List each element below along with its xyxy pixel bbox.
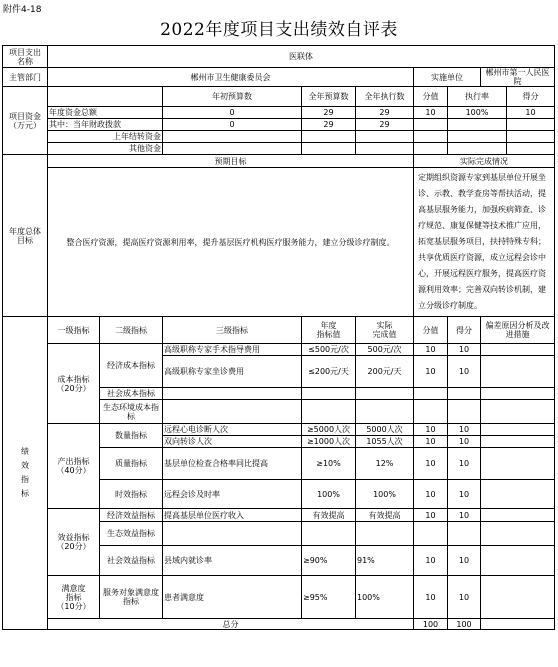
indicator-actual: 5000人次	[356, 424, 414, 436]
funds-row-score	[507, 119, 555, 131]
funds-row-init	[163, 131, 302, 143]
perf-header-actual: 实际 完成值	[356, 317, 414, 344]
indicator-target: ≤500元/次	[302, 344, 356, 356]
page-title: 2022年度项目支出绩效自评表	[160, 20, 398, 40]
funds-row-init: 0	[163, 119, 302, 131]
funds-row-score	[507, 131, 555, 143]
indicator-score: 10	[448, 509, 481, 522]
indicator-name: 远程心电诊断人次	[163, 424, 302, 436]
indicator-name: 患者满意度	[163, 576, 302, 619]
satisfaction-sub-label: 服务对象满意度指标	[100, 576, 163, 619]
indicator-actual: 100%	[356, 480, 414, 509]
funds-row-score	[507, 143, 555, 155]
dept-name: 郴州市卫生健康委员会	[48, 68, 414, 87]
indicator-name: 双向转诊人次	[163, 436, 302, 448]
indicator-name: 远程会诊及时率	[163, 480, 302, 509]
funds-row-name: 其他资金	[48, 143, 163, 155]
indicator-score: 10	[448, 356, 481, 388]
indicator-score-val: 10	[414, 480, 448, 509]
indicator-actual: 500元/次	[356, 344, 414, 356]
funds-row-score-val: 10	[414, 107, 448, 119]
funds-row-name: 上年结转资金	[48, 131, 163, 143]
econ-cost-label: 经济成本指标	[100, 344, 163, 388]
indicator-score: 10	[448, 576, 481, 619]
perf-header-reason: 偏差原因分析及改进措施	[481, 317, 555, 344]
funds-header-rate: 执行率	[448, 87, 507, 107]
eco-benefit-label: 生态效益指标	[100, 522, 163, 546]
perf-label: 绩 效 指 标	[3, 317, 48, 630]
funds-row-score: 10	[507, 107, 555, 119]
indicator-actual: 91%	[356, 546, 414, 576]
perf-header-target: 年度 指标值	[302, 317, 356, 344]
funds-row-score-val	[414, 119, 448, 131]
funds-row-name: 其中：当年财政拨款	[48, 119, 163, 131]
indicator-actual: 12%	[356, 448, 414, 480]
funds-header-annual: 全年预算数	[302, 87, 356, 107]
indicator-target: ≥5000人次	[302, 424, 356, 436]
indicator-score-val: 10	[414, 546, 448, 576]
dept-label: 主管部门	[3, 68, 48, 87]
quality-label: 质量指标	[100, 448, 163, 480]
econ-benefit-label: 经济效益指标	[100, 509, 163, 522]
total-label: 总分	[48, 619, 414, 630]
attachment-label: 附件4-18	[3, 5, 42, 15]
unit-name: 郴州市第一人民医院	[481, 68, 555, 87]
goals-expected-header: 预期目标	[48, 155, 414, 168]
timeliness-label: 时效指标	[100, 480, 163, 509]
indicator-score-val: 10	[414, 424, 448, 436]
indicator-score-val: 10	[414, 356, 448, 388]
goals-actual-header: 实际完成情况	[414, 155, 555, 168]
funds-row-annual	[302, 131, 356, 143]
funds-row-name: 年度资金总额	[48, 107, 163, 119]
indicator-score-val: 10	[414, 576, 448, 619]
indicator-actual: 200元/天	[356, 356, 414, 388]
project-name: 医联体	[48, 46, 555, 68]
perf-header-l1: 一级指标	[48, 317, 100, 344]
indicator-actual: 有效提高	[356, 509, 414, 522]
unit-label: 实施单位	[414, 68, 481, 87]
indicator-target: 100%	[302, 480, 356, 509]
funds-row-rate	[448, 131, 507, 143]
funds-row	[3, 119, 555, 131]
eco-cost-label: 生态环境成本指标	[100, 400, 163, 424]
indicator-name: 县域内就诊率	[163, 546, 302, 576]
indicator-target: ≥10%	[302, 448, 356, 480]
indicator-target: ≤200元/天	[302, 356, 356, 388]
benefit-label: 效益指标 （20分）	[48, 509, 100, 576]
funds-row-annual	[302, 143, 356, 155]
funds-row-score-val	[414, 131, 448, 143]
indicator-name: 高级职称专家手术指导费用	[163, 344, 302, 356]
indicator-target: ≥95%	[302, 576, 356, 619]
indicator-score: 10	[448, 546, 481, 576]
indicator-score-val: 10	[414, 448, 448, 480]
indicator-name: 基层单位检查合格率同比提高	[163, 448, 302, 480]
perf-header-l2: 二级指标	[100, 317, 163, 344]
indicator-target: ≥1000人次	[302, 436, 356, 448]
funds-row	[3, 107, 555, 119]
indicator-name: 高级职称专家坐诊费用	[163, 356, 302, 388]
goals-label: 年度总体 目标	[3, 155, 48, 317]
indicator-actual: 100%	[356, 576, 414, 619]
funds-row	[3, 131, 555, 143]
funds-row-score-val	[414, 143, 448, 155]
output-label: 产出指标 （40分）	[48, 424, 100, 509]
project-name-label: 项目支出 名称	[3, 46, 48, 68]
goals-expected: 整合医疗资源，提高医疗资源利用率，提升基层医疗机构医疗服务能力，建立分级诊疗制度。	[48, 168, 414, 317]
perf-header-score-val: 分值	[414, 317, 448, 344]
funds-row-exec	[356, 131, 414, 143]
indicator-name: 提高基层单位医疗收入	[163, 509, 302, 522]
funds-row-init	[163, 143, 302, 155]
goals-actual: 定期组织资源专家到基层单位开展坐诊、示教、教学查房等帮扶活动，提高基层服务能力，加强疾病筛查、诊疗规范、康复保健等技术推广应用，拓宽基层服务项目，扶持特殊专科；共享优质医疗资源，成立远程会诊中心，开展远程医疗服务，提高医疗资源利用效率；完善双向转诊机制，建立分级诊疗制度。	[414, 168, 555, 317]
indicator-score: 10	[448, 344, 481, 356]
social-benefit-label: 社会效益指标	[100, 546, 163, 576]
self-evaluation-table	[2, 45, 555, 630]
indicator-score: 10	[448, 436, 481, 448]
perf-header-l3: 三级指标	[163, 317, 302, 344]
satisfaction-label: 满意度 指标 （10分）	[48, 576, 100, 619]
funds-row-rate	[448, 119, 507, 131]
funds-row-rate: 100%	[448, 107, 507, 119]
funds-row-exec	[356, 143, 414, 155]
total-score: 100	[448, 619, 481, 630]
quantity-label: 数量指标	[100, 424, 163, 448]
funds-row-exec: 29	[356, 119, 414, 131]
indicator-target: 有效提高	[302, 509, 356, 522]
social-cost-label: 社会成本指标	[100, 388, 163, 400]
funds-row-init: 0	[163, 107, 302, 119]
cost-label: 成本指标 （20分）	[48, 344, 100, 424]
funds-header-init: 年初预算数	[163, 87, 302, 107]
funds-header-exec: 全年执行数	[356, 87, 414, 107]
total-score-val: 100	[414, 619, 448, 630]
indicator-target: ≥90%	[302, 546, 356, 576]
indicator-score: 10	[448, 424, 481, 436]
funds-row-annual: 29	[302, 107, 356, 119]
indicator-actual: 1055人次	[356, 436, 414, 448]
funds-row	[3, 143, 555, 155]
funds-label: 项目资金 （万元）	[3, 87, 48, 155]
indicator-score-val: 10	[414, 436, 448, 448]
indicator-score: 10	[448, 448, 481, 480]
funds-header-score: 得分	[507, 87, 555, 107]
funds-row-rate	[448, 143, 507, 155]
indicator-score-val: 10	[414, 509, 448, 522]
funds-header-score-val: 分值	[414, 87, 448, 107]
perf-header-score: 得分	[448, 317, 481, 344]
funds-row-exec: 29	[356, 107, 414, 119]
funds-row-annual: 29	[302, 119, 356, 131]
indicator-score-val: 10	[414, 344, 448, 356]
indicator-score: 10	[448, 480, 481, 509]
